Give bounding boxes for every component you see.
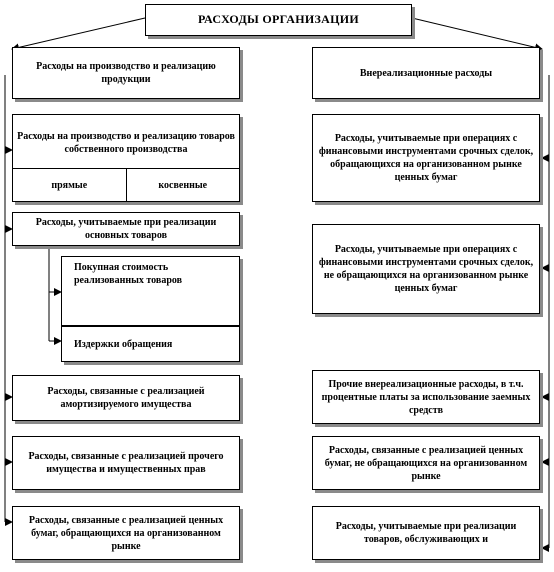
right-item-1-box: Расходы, учитываемые при операциях с финансовыми инструментами срочных сделок, обращающихся на организованном рынке ценных бумаг bbox=[312, 114, 540, 202]
arrow-title-left bbox=[12, 18, 145, 49]
securities-organized-box: Расходы, связанные с реализацией ценных бумаг, обращающихся на организованном рынке bbox=[12, 506, 240, 560]
diagram-title: РАСХОДЫ ОРГАНИЗАЦИИ bbox=[145, 4, 412, 36]
own-production-box bbox=[12, 114, 240, 202]
right-item-2-box: Расходы, учитываемые при операциях с финансовыми инструментами срочных сделок, не обращающихся на организованном рынке ценных бумаг bbox=[312, 224, 540, 314]
right-item-5-box: Расходы, учитываемые при реализации товаров, обслуживающих и bbox=[312, 506, 540, 560]
own-production-label: Расходы на производство и реализацию товаров собственного производства bbox=[17, 131, 235, 155]
own-production-split bbox=[13, 168, 239, 201]
direct-cost-cell: прямые bbox=[51, 179, 88, 191]
distribution-cost-box: Издержки обращения bbox=[61, 326, 240, 362]
right-item-3-box: Прочие внереализационные расходы, в т.ч. процентные платы за использование заемных средств bbox=[312, 370, 540, 424]
purchase-cost-box: Покупная стоимость реализованных товаров bbox=[61, 256, 240, 326]
right-item-4-box: Расходы, связанные с реализацией ценных бумаг, не обращающихся на организованном рынке bbox=[312, 436, 540, 490]
left-header-box: Расходы на производство и реализацию продукции bbox=[12, 47, 240, 99]
depreciable-property-box: Расходы, связанные с реализацией амортизируемого имущества bbox=[12, 375, 240, 421]
arrow-title-right bbox=[412, 18, 542, 49]
indirect-cost-cell: косвенные bbox=[126, 169, 240, 201]
other-property-box: Расходы, связанные с реализацией прочего имущества и имущественных прав bbox=[12, 436, 240, 490]
fixed-assets-box: Расходы, учитываемые при реализации основных товаров bbox=[12, 212, 240, 246]
right-header-box: Внереализационные расходы bbox=[312, 47, 540, 99]
